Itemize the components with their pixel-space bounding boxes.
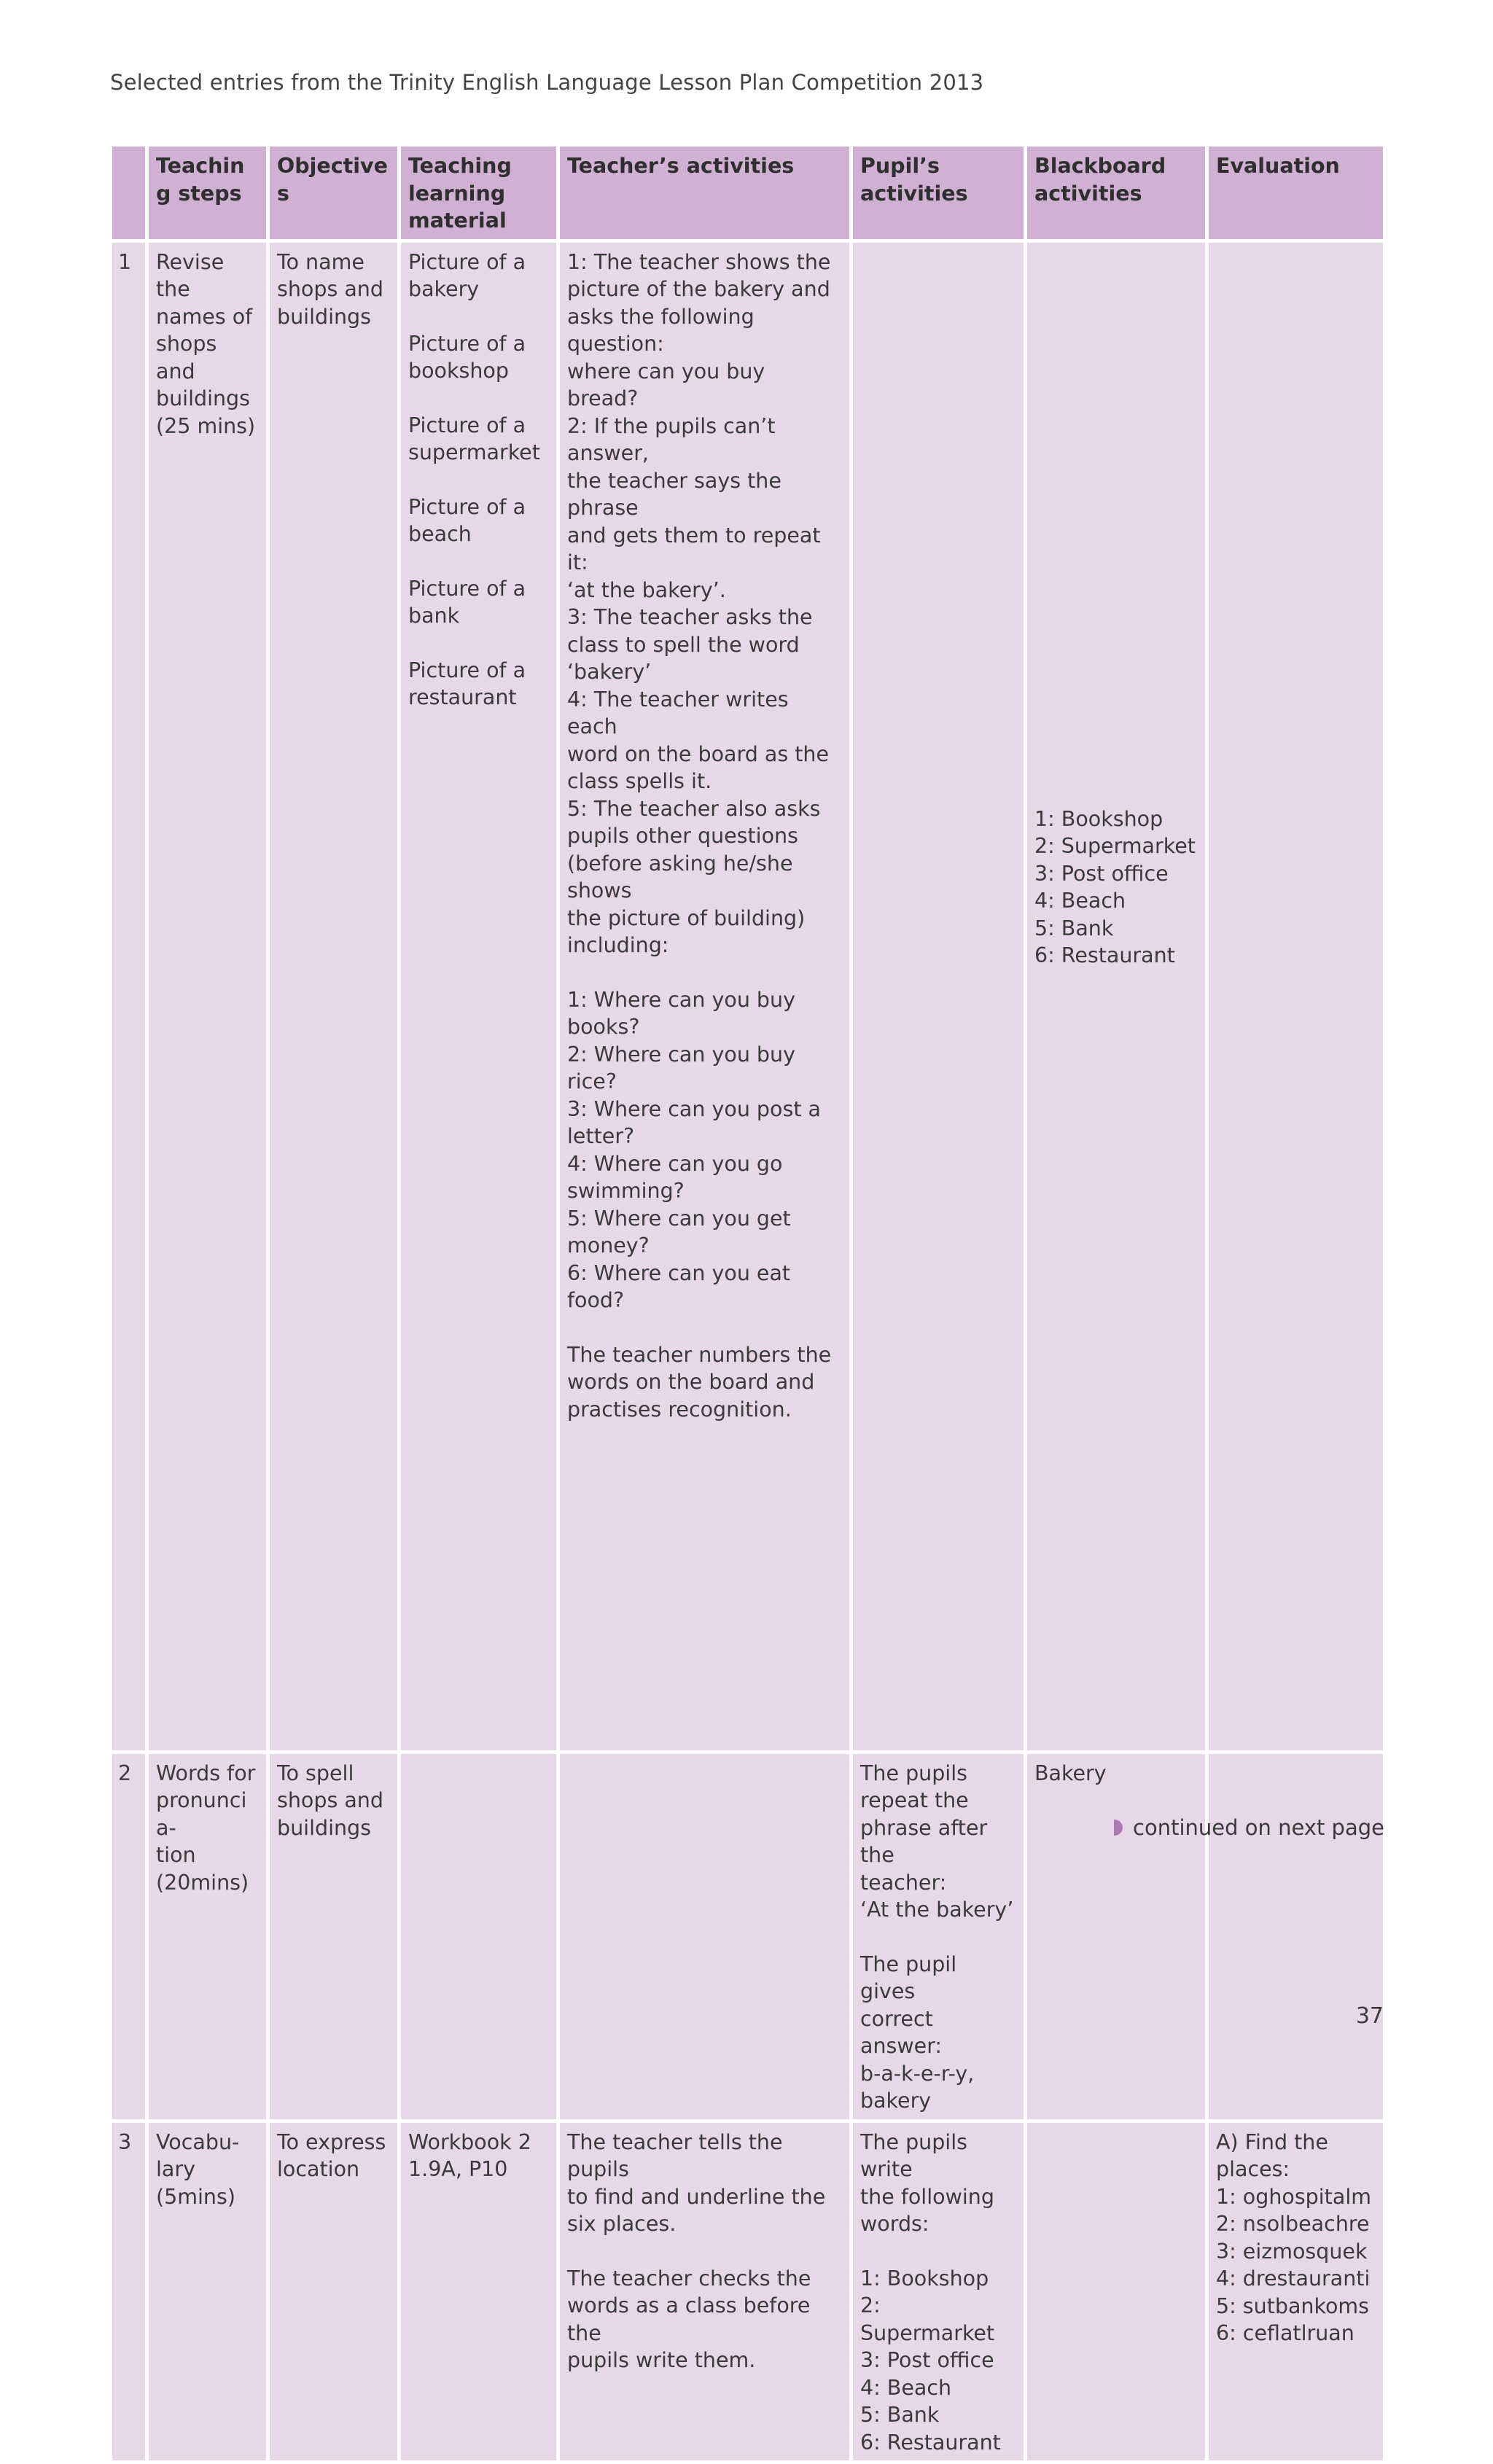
cell-line: bakery — [860, 2089, 932, 2113]
cell-line: 4: Beach — [1034, 889, 1126, 913]
cell-line: 4: drestauranti — [1216, 2266, 1371, 2290]
header-objectives: Objectives — [268, 145, 399, 241]
cell-line: 3 — [118, 2129, 132, 2154]
cell-line: 6: ceflatlruan — [1216, 2321, 1354, 2345]
cell-line: ‘At the bakery’ — [860, 1898, 1014, 1922]
cell-line: (20mins) — [156, 1870, 249, 1895]
cell-line: 3: The teacher asks the — [567, 605, 813, 629]
cell-line: 6: Restaurant — [860, 2430, 1001, 2455]
cell-line: correct answer: — [860, 2006, 943, 2058]
cell-line: tion — [156, 1843, 196, 1867]
cell-line: 1: Bookshop — [1034, 806, 1163, 831]
cell-blackboard-activities — [1026, 1752, 1207, 2121]
header-number — [111, 145, 147, 241]
cell-line: lary — [156, 2157, 195, 2181]
cell-blackboard-activities — [1026, 241, 1207, 1752]
continued-text: continued on next page — [1133, 1815, 1384, 1840]
cell-line: Picture of a — [408, 331, 526, 356]
cell-line: money? — [567, 1233, 650, 1258]
cell-line: Bakery — [1034, 1761, 1107, 1785]
line-gap — [567, 959, 842, 986]
cell-line: Picture of a — [408, 413, 526, 437]
line-gap — [567, 2238, 842, 2265]
cell-line: 1.9A, P10 — [408, 2157, 508, 2181]
cell-line: swimming? — [567, 1179, 685, 1203]
cell-line: shops and — [277, 277, 383, 301]
cell-line: bank — [408, 604, 460, 628]
table-header-row — [111, 145, 1385, 241]
cell-line: The teacher checks the — [567, 2266, 811, 2290]
header-pupil-activities: Pupil’s activities — [851, 145, 1026, 241]
cell-line: 4: Beach — [860, 2375, 952, 2400]
table-row — [111, 241, 1385, 1752]
cell-line: where can you buy bread? — [567, 359, 772, 410]
cell-line: including: — [567, 933, 669, 957]
cell-line: phrase after the — [860, 1815, 994, 1867]
header-teaching-material: Teaching learning material — [399, 145, 558, 241]
lesson-plan-table — [109, 143, 1387, 2464]
cell-line: (before asking he/she shows — [567, 851, 800, 902]
cell-line: 3: Post office — [860, 2348, 994, 2372]
cell-line: 1 — [118, 249, 132, 274]
cell-evaluation — [1207, 241, 1385, 1752]
cell-teaching-material — [399, 241, 558, 1752]
cell-line: buildings — [277, 1815, 372, 1840]
cell-line: words on the board and — [567, 1370, 815, 1394]
cell-line: The pupils — [860, 1761, 967, 1785]
cell-line: beach — [408, 522, 472, 546]
cell-line: supermarket — [408, 440, 540, 464]
cell-pupil-activities — [851, 1752, 1026, 2121]
line-gap — [860, 2238, 1016, 2265]
cell-line: 3: Where can you post a — [567, 1096, 822, 1121]
cell-line: 5: Bank — [860, 2403, 940, 2427]
cell-line: Picture of a — [408, 494, 526, 519]
cell-line: pronuncia- — [156, 1788, 247, 1840]
cell-line: 2: Where can you buy rice? — [567, 1042, 803, 1093]
cell-teaching-material — [399, 1752, 558, 2121]
line-gap — [408, 385, 549, 412]
cell-line: To spell — [277, 1761, 354, 1785]
cell-line: The pupils write — [860, 2129, 975, 2181]
cell-line: The teacher tells the pupils — [567, 2129, 790, 2181]
line-gap — [567, 1314, 842, 1341]
cell-line: class to spell the word — [567, 632, 800, 657]
cell-line: 5: sutbankoms — [1216, 2293, 1370, 2318]
line-gap — [408, 303, 549, 330]
cell-teacher-activities — [558, 241, 851, 1752]
cell-line: location — [277, 2157, 360, 2181]
cell-line: pupils write them. — [567, 2348, 756, 2372]
line-gap — [860, 1924, 1016, 1951]
cell-teaching-step — [147, 2121, 268, 2463]
cell-step-number — [111, 241, 147, 1752]
cell-pupil-activities — [851, 2121, 1026, 2463]
continued-note — [1114, 1815, 1384, 1840]
cell-line: pupils other questions — [567, 824, 798, 848]
cell-line: 1: oghospitalm — [1216, 2184, 1371, 2209]
cell-line: The teacher numbers the — [567, 1342, 832, 1367]
cell-step-number — [111, 2121, 147, 2463]
cell-line: 2: Supermarket — [1034, 834, 1196, 858]
cell-line: 5: The teacher also asks — [567, 796, 821, 821]
cell-line: 1: The teacher shows the — [567, 249, 831, 274]
cell-line: words: — [860, 2212, 929, 2236]
cell-line: (25 mins) — [156, 413, 256, 438]
cell-teaching-step — [147, 241, 268, 1752]
cell-line: To express — [277, 2129, 386, 2154]
cell-line: six places. — [567, 2212, 677, 2236]
cell-line: bookshop — [408, 359, 509, 383]
cell-line: 5: Bank — [1034, 916, 1114, 940]
cell-line: repeat the — [860, 1788, 969, 1812]
cell-line: teacher: — [860, 1870, 947, 1895]
cell-line: Words for — [156, 1761, 256, 1785]
cell-evaluation — [1207, 2121, 1385, 2463]
table-row — [111, 1752, 1385, 2121]
line-gap — [408, 548, 549, 575]
header-evaluation: Evaluation — [1207, 145, 1385, 241]
cell-line: practises recognition. — [567, 1397, 792, 1422]
line-gap — [408, 630, 549, 657]
cell-teaching-material — [399, 2121, 558, 2463]
cell-blackboard-activities — [1026, 2121, 1207, 2463]
cell-line: Vocabu- — [156, 2129, 240, 2154]
cell-line: 6: Where can you eat food? — [567, 1260, 798, 1312]
cell-line: Picture of a — [408, 576, 526, 601]
cell-line: places: — [1216, 2157, 1290, 2181]
cell-line: and gets them to repeat it: — [567, 523, 827, 574]
header-teaching-steps: Teaching steps — [147, 145, 268, 241]
page-number: 37 — [1355, 2003, 1384, 2029]
half-circle-arrow-icon — [1114, 1820, 1123, 1836]
cell-line: 4: The teacher writes each — [567, 687, 795, 738]
cell-teacher-activities — [558, 1752, 851, 2121]
cell-line: Picture of a — [408, 658, 526, 682]
cell-line: picture of the bakery and — [567, 277, 830, 301]
cell-line: buildings — [277, 304, 372, 329]
cell-line: 3: eizmosquek — [1216, 2239, 1368, 2264]
cell-line: Revise the — [156, 249, 231, 301]
cell-line: names of — [156, 304, 253, 329]
line-gap — [408, 467, 549, 494]
running-header: Selected entries from the Trinity English Language Lesson Plan Competition 2013 — [110, 70, 984, 95]
cell-line: words as a class before the — [567, 2293, 817, 2345]
cell-objectives — [268, 2121, 399, 2463]
cell-line: b-a-k-e-r-y, — [860, 2061, 975, 2086]
cell-line: Workbook 2 — [408, 2129, 531, 2154]
cell-line: 1: Bookshop — [860, 2266, 989, 2290]
cell-line: asks the following question: — [567, 304, 761, 356]
cell-line: ‘bakery’ — [567, 660, 652, 684]
cell-line: 2: nsolbeachre — [1216, 2212, 1370, 2236]
cell-line: 1: Where can you buy books? — [567, 987, 803, 1039]
cell-line: the following — [860, 2184, 994, 2209]
cell-line: 2: If the pupils can’t answer, — [567, 413, 782, 465]
cell-line: 4: Where can you go — [567, 1151, 783, 1176]
cell-line: word on the board as the — [567, 741, 830, 766]
cell-line: shops and — [156, 332, 224, 383]
cell-line: buildings — [156, 386, 251, 410]
cell-line: shops and — [277, 1788, 383, 1812]
cell-line: 6: Restaurant — [1034, 943, 1175, 967]
cell-line: (5mins) — [156, 2184, 235, 2209]
cell-line: 5: Where can you get — [567, 1206, 791, 1231]
cell-line: 2: Supermarket — [860, 2293, 995, 2345]
cell-line: The pupil gives — [860, 1952, 964, 2003]
cell-line: to find and underline the — [567, 2184, 826, 2209]
cell-line: bakery — [408, 277, 480, 301]
cell-line: ‘at the bakery’. — [567, 577, 726, 602]
cell-teaching-step — [147, 1752, 268, 2121]
cell-evaluation — [1207, 1752, 1385, 2121]
cell-step-number — [111, 1752, 147, 2121]
header-teacher-activities: Teacher’s activities — [558, 145, 851, 241]
cell-line: letter? — [567, 1124, 635, 1148]
cell-line: class spells it. — [567, 769, 712, 793]
cell-line: 2 — [118, 1761, 132, 1785]
cell-teacher-activities — [558, 2121, 851, 2463]
cell-line: Picture of a — [408, 249, 526, 274]
cell-pupil-activities — [851, 241, 1026, 1752]
cell-line: restaurant — [408, 685, 517, 709]
cell-objectives — [268, 241, 399, 1752]
cell-line: the picture of building) — [567, 905, 806, 930]
cell-line: A) Find the — [1216, 2129, 1328, 2154]
cell-objectives — [268, 1752, 399, 2121]
header-blackboard-activities: Blackboard activities — [1026, 145, 1207, 241]
cell-line: 3: Post office — [1034, 861, 1169, 886]
cell-line: To name — [277, 249, 365, 274]
table-row — [111, 2121, 1385, 2463]
cell-line: the teacher says the phrase — [567, 468, 788, 520]
